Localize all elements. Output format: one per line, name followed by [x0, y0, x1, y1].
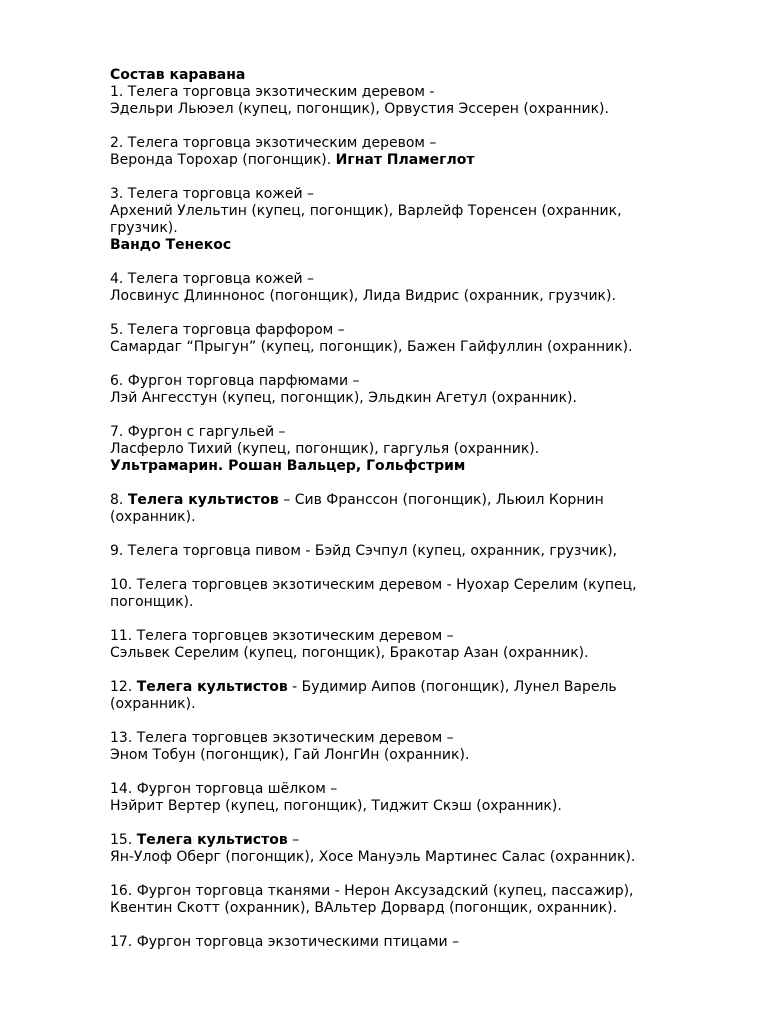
- entry-line: 17. Фургон торговца экзотическими птицами –: [110, 934, 460, 950]
- entry-line: (охранник).: [110, 696, 196, 712]
- entry-line: Самардаг “Прыгун” (купец, погонщик), Бажен Гайфуллин (охранник).: [110, 339, 633, 355]
- entry-line: 8. Телега культистов – Сив Франссон (погонщик), Льюил Корнин: [110, 492, 604, 508]
- entry-line: 15. Телега культистов –: [110, 832, 300, 848]
- entry-16: [110, 883, 710, 917]
- entry-5: [110, 322, 710, 356]
- entry-line: Эном Тобун (погонщик), Гай ЛонгИн (охранник).: [110, 747, 470, 763]
- entry-line: 10. Телега торговцев экзотическим деревом - Нуохар Серелим (купец,: [110, 577, 637, 593]
- entry-line: (охранник).: [110, 509, 196, 525]
- entry-1: [110, 84, 710, 118]
- entry-10: [110, 577, 710, 611]
- bold-note: Ультрамарин. Рошан Вальцер, Гольфстрим: [110, 458, 466, 474]
- entry-line: Квентин Скотт (охранник), ВАльтер Дорвард (погонщик, охранник).: [110, 900, 618, 916]
- entry-line: Нэйрит Вертер (купец, погонщик), Тиджит Скэш (охранник).: [110, 798, 562, 814]
- entry-line: грузчик).: [110, 220, 178, 236]
- document-content: [110, 67, 710, 951]
- entry-line: 3. Телега торговца кожей –: [110, 186, 315, 202]
- entry-line: Ласферло Тихий (купец, погонщик), гаргулья (охранник).: [110, 441, 540, 457]
- entry-line: 1. Телега торговца экзотическим деревом -: [110, 84, 435, 100]
- entry-11: [110, 628, 710, 662]
- entry-line: Лэй Ангесстун (купец, погонщик), Эльдкин Агетул (охранник).: [110, 390, 577, 406]
- entry-line: погонщик).: [110, 594, 194, 610]
- entry-line: 2. Телега торговца экзотическим деревом –: [110, 135, 437, 151]
- entry-13: [110, 730, 710, 764]
- entry-9: [110, 543, 710, 560]
- entry-line: Веронда Торохар (погонщик). Игнат Пламеглот: [110, 152, 475, 168]
- document-title: Состав каравана: [110, 67, 246, 83]
- entry-line: Лосвинус Длиннонос (погонщик), Лида Видрис (охранник, грузчик).: [110, 288, 616, 304]
- entry-line: 9. Телега торговца пивом - Бэйд Сэчпул (купец, охранник, грузчик),: [110, 543, 618, 559]
- bold-note: Телега культистов: [136, 832, 288, 848]
- entry-line: 6. Фургон торговца парфюмами –: [110, 373, 360, 389]
- entry-line: 14. Фургон торговца шёлком –: [110, 781, 338, 797]
- entry-line: 4. Телега торговца кожей –: [110, 271, 315, 287]
- bold-note: Телега культистов: [127, 492, 279, 508]
- entry-8: [110, 492, 710, 526]
- entry-line: Сэльвек Серелим (купец, погонщик), Бракотар Азан (охранник).: [110, 645, 589, 661]
- bold-note: Вандо Тенекос: [110, 237, 232, 253]
- entry-3: [110, 186, 710, 254]
- entry-12: [110, 679, 710, 713]
- entry-line: 7. Фургон с гаргульей –: [110, 424, 286, 440]
- entry-7: [110, 424, 710, 475]
- entry-2: [110, 135, 710, 169]
- entry-line: 16. Фургон торговца тканями - Нерон Аксузадский (купец, пассажир),: [110, 883, 634, 899]
- entry-6: [110, 373, 710, 407]
- entry-line: 11. Телега торговцев экзотическим деревом –: [110, 628, 454, 644]
- entry-line: 12. Телега культистов - Будимир Аипов (погонщик), Лунел Варель: [110, 679, 617, 695]
- entry-14: [110, 781, 710, 815]
- entry-line: Архений Улельтин (купец, погонщик), Варлейф Торенсен (охранник,: [110, 203, 622, 219]
- bold-note: Телега культистов: [136, 679, 288, 695]
- entry-line: Эдельри Льюэел (купец, погонщик), Орвустия Эссерен (охранник).: [110, 101, 609, 117]
- entry-line: Ян-Улоф Оберг (погонщик), Хосе Мануэль Мартинес Салас (охранник).: [110, 849, 636, 865]
- entry-4: [110, 271, 710, 305]
- entry-line: 13. Телега торговцев экзотическим деревом –: [110, 730, 454, 746]
- bold-note: Игнат Пламеглот: [335, 152, 475, 168]
- entry-17: [110, 934, 710, 951]
- entry-15: [110, 832, 710, 866]
- entry-line: 5. Телега торговца фарфором –: [110, 322, 345, 338]
